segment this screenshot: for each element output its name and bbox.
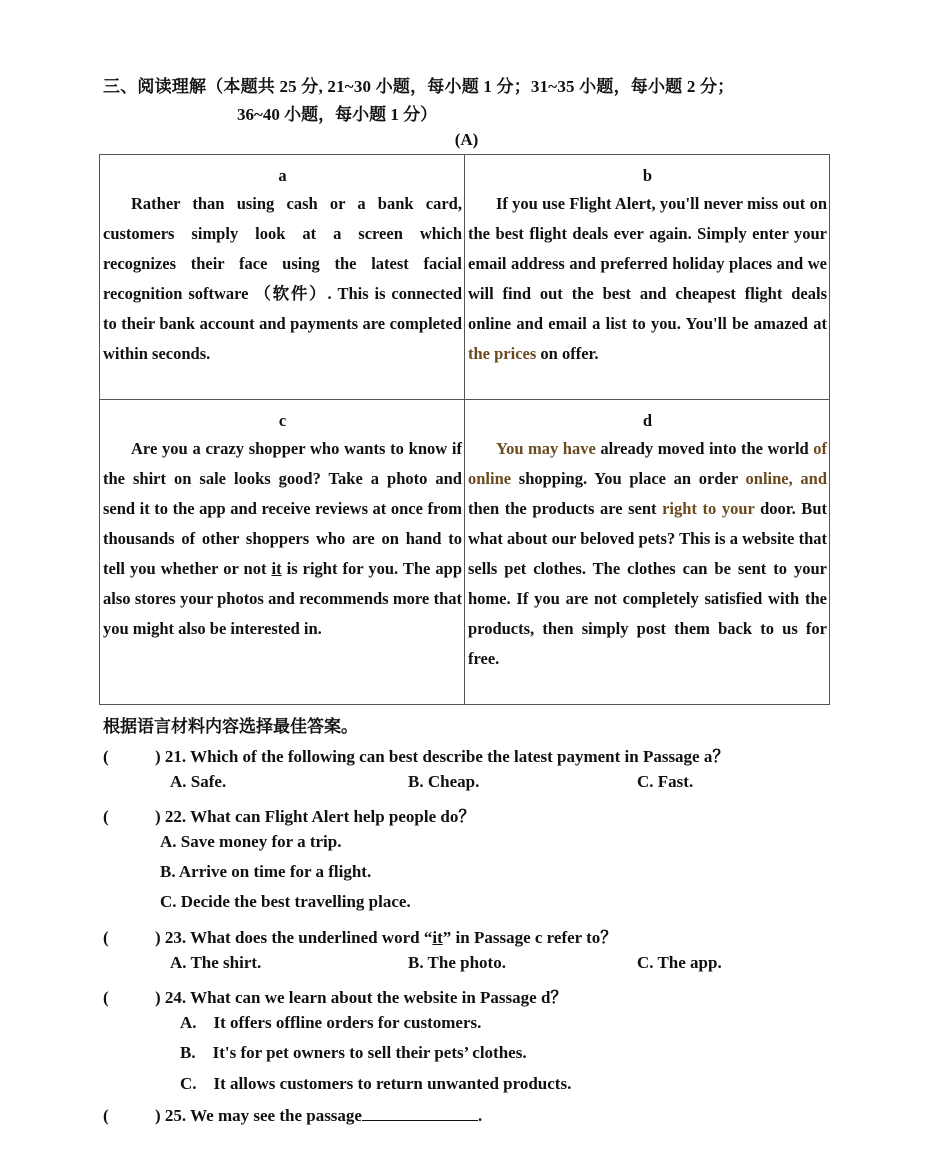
question-23-option-a: A. The shirt. bbox=[170, 953, 262, 972]
question-22-option-c: C. Decide the best travelling place. bbox=[160, 892, 411, 911]
passage-b-highlight: the prices bbox=[468, 344, 537, 363]
answer-paren: ( bbox=[103, 928, 109, 947]
passage-b-text-main: If you use Flight Alert, you'll never miss out on the best flight deals ever again. Simply enter your email address and preferred holiday places and we will find out the best and cheapest flight deals online and email a list to you. You'll be amazed at bbox=[468, 194, 827, 333]
passage-c-underlined-word: it bbox=[271, 559, 282, 578]
passage-c bbox=[100, 400, 465, 705]
passage-d-part-3: of online bbox=[468, 439, 827, 488]
passage-c-text-main: Are you a crazy shopper who wants to know if the shirt on sale looks good? Take a photo and send it to the app and receive reviews at once from thousands of other shoppers who are on hand to tell you whether or not bbox=[103, 439, 462, 578]
part-title: (A) bbox=[454, 130, 479, 149]
passage-c-text bbox=[103, 434, 462, 644]
question-22 bbox=[103, 802, 475, 827]
passage-c-text-end: is right for you. The app also stores your photos and recommends more that you might also be interested in. bbox=[103, 559, 463, 638]
passage-d-part-8: door. But what about our beloved pets? This is a website that sells pet clothes. The clothes can be sent to your home. If you are not completely satisfied with the products, then simply post them back to us for free. bbox=[468, 499, 827, 668]
passage-d-part-5: online, and bbox=[745, 469, 828, 488]
question-24-text: ) 24. What can we learn about the website in Passage d？ bbox=[155, 988, 568, 1007]
answer-paren: ( bbox=[103, 807, 109, 826]
question-23-option-b: B. The photo. bbox=[408, 953, 506, 972]
question-25-text-end: . bbox=[477, 1106, 483, 1125]
question-23 bbox=[103, 923, 617, 948]
question-23-text-end: ” in Passage c refer to？ bbox=[442, 928, 618, 947]
passage-d-part-4: shopping. You place an order bbox=[511, 469, 746, 488]
answer-paren: ( bbox=[103, 747, 109, 766]
answer-paren: ( bbox=[103, 988, 109, 1007]
question-22-option-b: B. Arrive on time for a flight. bbox=[160, 862, 372, 881]
passage-d bbox=[465, 400, 830, 705]
passage-d-part-2: already moved into the world bbox=[595, 439, 814, 458]
passage-c-letter: c bbox=[278, 411, 287, 430]
question-22-text: ) 22. What can Flight Alert help people do？ bbox=[155, 807, 476, 826]
passage-b-text bbox=[468, 189, 827, 369]
question-25 bbox=[103, 1104, 482, 1126]
passage-b-text-end: on offer. bbox=[536, 344, 599, 363]
section-heading: 三、阅读理解（本题共 25 分, 21~30 小题，每小题 1 分；31~35 小题，每小题 2 分； bbox=[103, 77, 735, 96]
section-heading-continued: 36~40 小题，每小题 1 分） bbox=[237, 105, 438, 124]
passage-a bbox=[100, 155, 465, 400]
passage-d-part-1: You may have bbox=[496, 439, 596, 458]
question-24 bbox=[103, 983, 567, 1008]
passage-d-text bbox=[468, 434, 827, 674]
question-23-text: ) 23. What does the underlined word “ bbox=[155, 928, 433, 947]
question-21-option-b: B. Cheap. bbox=[408, 772, 480, 791]
passage-b-letter: b bbox=[642, 166, 653, 185]
passages-table bbox=[99, 154, 830, 705]
question-24-option-a: A. It offers offline orders for customers. bbox=[180, 1013, 482, 1032]
question-24-option-b: B. It's for pet owners to sell their pets’ clothes. bbox=[180, 1043, 527, 1062]
instruction: 根据语言材料内容选择最佳答案。 bbox=[103, 717, 358, 736]
passage-b bbox=[465, 155, 830, 400]
answer-paren: ( bbox=[103, 1106, 109, 1125]
passage-d-letter: d bbox=[642, 411, 653, 430]
question-25-text: ) 25. We may see the passage bbox=[155, 1106, 362, 1125]
answer-blank[interactable] bbox=[362, 1104, 478, 1121]
question-21-option-a: A. Safe. bbox=[170, 772, 227, 791]
question-24-option-c: C. It allows customers to return unwanted products. bbox=[180, 1074, 572, 1093]
question-23-option-c: C. The app. bbox=[637, 953, 722, 972]
question-22-option-a: A. Save money for a trip. bbox=[160, 832, 342, 851]
question-21-option-c: C. Fast. bbox=[637, 772, 694, 791]
question-21-text: ) 21. Which of the following can best describe the latest payment in Passage a？ bbox=[155, 747, 730, 766]
passage-a-letter: a bbox=[278, 166, 287, 185]
passage-a-text: Rather than using cash or a bank card, customers simply look at a screen which recognizes their face using the latest facial recognition software （软件）. This is connected to their bank account and payments are completed within seconds. bbox=[103, 194, 462, 363]
passage-d-part-7: right to your bbox=[662, 499, 755, 518]
passage-d-part-6: then the products are sent bbox=[468, 499, 663, 518]
question-21 bbox=[103, 742, 729, 767]
question-23-underlined-word: it bbox=[432, 928, 443, 947]
